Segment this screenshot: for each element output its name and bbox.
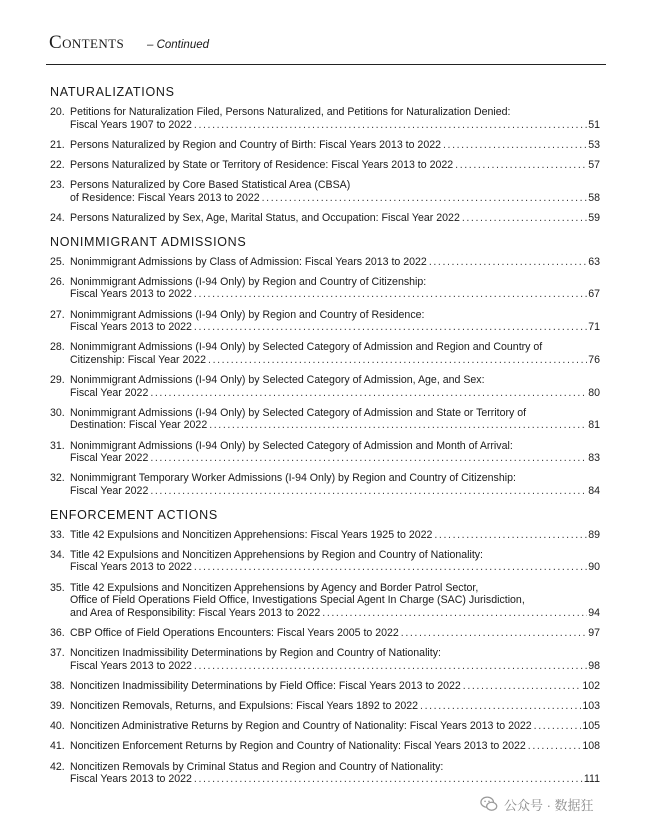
toc-entry[interactable] — [50, 700, 600, 713]
page-number[interactable]: 71 — [588, 321, 600, 334]
page-number[interactable]: 94 — [588, 606, 600, 619]
entry-title-line: Nonimmigrant Admissions (I-94 Only) by Region and Country of Citizenship: — [70, 275, 427, 288]
watermark-text: 公众号 · 数据狂 — [504, 797, 594, 813]
dot-leader — [194, 321, 587, 334]
dot-leader — [420, 700, 581, 713]
entry-title-last-line: Noncitizen Inadmissibility Determinations by Field Office: Fiscal Years 2013 to 2022 — [70, 679, 461, 692]
dot-leader — [434, 529, 587, 542]
dot-leader — [534, 720, 582, 733]
toc-section — [50, 84, 600, 225]
entry-title-last-line: Noncitizen Enforcement Returns by Region and Country of Nationality: Fiscal Years 2013 to 2022 — [70, 740, 526, 753]
page-number[interactable]: 59 — [588, 211, 600, 224]
entry-title-last-line: Persons Naturalized by Sex, Age, Marital Status, and Occupation: Fiscal Year 2022 — [70, 211, 460, 224]
entry-title-last-line: CBP Office of Field Operations Encounters: Fiscal Years 2005 to 2022 — [70, 626, 399, 639]
toc-entry[interactable] — [50, 440, 600, 465]
toc-entry[interactable] — [50, 680, 600, 693]
entry-number: 33. — [50, 528, 65, 541]
table-of-contents — [50, 84, 600, 795]
page-number[interactable]: 51 — [588, 118, 600, 131]
page-number[interactable]: 89 — [588, 528, 600, 541]
entry-title-last-line: Fiscal Years 2013 to 2022 — [70, 288, 192, 301]
toc-entry[interactable] — [50, 549, 600, 574]
entry-title-line: Nonimmigrant Temporary Worker Admissions (I-94 Only) by Region and Country of Citizenship: — [70, 472, 516, 485]
page-number[interactable]: 97 — [588, 626, 600, 639]
entry-number: 34. — [50, 548, 65, 561]
entry-number: 41. — [50, 740, 65, 753]
toc-entry[interactable] — [50, 212, 600, 225]
entry-number: 38. — [50, 679, 65, 692]
entry-number: 22. — [50, 158, 65, 171]
dot-leader — [150, 485, 587, 498]
page-number[interactable]: 84 — [588, 485, 600, 497]
entry-number: 40. — [50, 720, 65, 733]
entry-title-line: Nonimmigrant Admissions (I-94 Only) by Selected Category of Admission and Month of Arrival: — [70, 439, 513, 452]
entry-title-last-line: Fiscal Years 2013 to 2022 — [70, 321, 192, 334]
entry-number: 21. — [50, 138, 65, 151]
entry-title-last-line: Nonimmigrant Admissions by Class of Admission: Fiscal Years 2013 to 2022 — [70, 255, 427, 268]
section-title: NONIMMIGRANT ADMISSIONS — [50, 234, 247, 249]
entry-title-last-line: Fiscal Years 2013 to 2022 — [70, 659, 192, 672]
section-title: NATURALIZATIONS — [50, 85, 175, 99]
toc-entry[interactable] — [50, 179, 600, 204]
entry-title-last-line: Title 42 Expulsions and Noncitizen Apprehensions: Fiscal Years 1925 to 2022 — [70, 528, 433, 541]
page-header — [46, 30, 606, 65]
entry-number: 25. — [50, 255, 65, 268]
entry-number: 28. — [50, 341, 65, 354]
toc-entry[interactable] — [50, 761, 600, 786]
entry-title-line: Nonimmigrant Admissions (I-94 Only) by Region and Country of Residence: — [70, 308, 425, 321]
page-number[interactable]: 108 — [582, 740, 600, 753]
dot-leader — [443, 139, 587, 152]
entry-title-line: Nonimmigrant Admissions (I-94 Only) by Selected Category of Admission, Age, and Sex: — [70, 374, 485, 387]
entry-number: 36. — [50, 626, 65, 639]
entry-number: 39. — [50, 700, 65, 713]
entry-title-last-line: Fiscal Years 2013 to 2022 — [70, 773, 192, 786]
page-number[interactable]: 103 — [582, 700, 600, 713]
entry-number: 27. — [50, 308, 65, 321]
toc-section — [50, 234, 600, 498]
dot-leader — [463, 680, 582, 693]
entry-number: 20. — [50, 106, 65, 118]
dot-leader — [194, 773, 583, 786]
toc-entry[interactable] — [50, 159, 600, 172]
dot-leader — [462, 212, 587, 225]
page-number[interactable]: 90 — [588, 561, 600, 574]
dot-leader — [322, 607, 587, 620]
entry-title-last-line: of Residence: Fiscal Years 2013 to 2022 — [70, 191, 260, 204]
page-number[interactable]: 81 — [588, 419, 600, 432]
entry-number: 24. — [50, 211, 65, 224]
wechat-icon — [480, 795, 498, 813]
entry-title-last-line: Fiscal Year 2022 — [70, 452, 149, 465]
entry-title-last-line: Fiscal Year 2022 — [70, 386, 149, 399]
entry-number: 30. — [50, 406, 65, 419]
dot-leader — [150, 452, 587, 465]
dot-leader — [194, 561, 587, 574]
page-number[interactable]: 58 — [588, 191, 600, 204]
page-number[interactable]: 98 — [588, 659, 600, 672]
dot-leader — [150, 387, 587, 400]
entry-title-line: Title 42 Expulsions and Noncitizen Apprehensions by Agency and Border Patrol Sector, — [70, 581, 479, 594]
entry-title-last-line: Fiscal Year 2022 — [70, 485, 149, 497]
entry-number: 23. — [50, 179, 65, 192]
entry-number: 32. — [50, 472, 65, 485]
page-number[interactable]: 57 — [588, 158, 600, 171]
page-number[interactable]: 53 — [588, 138, 600, 151]
entry-title-line: Noncitizen Inadmissibility Determinations by Region and Country of Nationality: — [70, 647, 441, 660]
dot-leader — [429, 256, 587, 269]
page-number[interactable]: 80 — [588, 386, 600, 399]
entry-number: 35. — [50, 581, 65, 594]
toc-entry[interactable] — [50, 720, 600, 733]
page-number[interactable]: 105 — [582, 720, 600, 733]
toc-entry[interactable] — [50, 472, 600, 497]
entry-title-last-line: Citizenship: Fiscal Year 2022 — [70, 353, 207, 366]
dot-leader — [401, 627, 587, 640]
toc-section — [50, 507, 600, 786]
entry-title-last-line: Persons Naturalized by State or Territory of Residence: Fiscal Years 2013 to 2022 — [70, 158, 454, 171]
toc-entry[interactable] — [50, 276, 600, 301]
toc-entry[interactable] — [50, 627, 600, 640]
dot-leader — [208, 354, 587, 367]
page-number[interactable]: 102 — [582, 679, 600, 692]
entry-title-line: Noncitizen Removals by Criminal Status and Region and Country of Nationality: — [70, 760, 444, 773]
toc-entry[interactable] — [50, 529, 600, 542]
toc-entry[interactable] — [50, 139, 600, 152]
entry-title-last-line: and Area of Responsibility: Fiscal Years 2013 to 2022 — [70, 606, 321, 619]
entry-title-line: Persons Naturalized by Core Based Statistical Area (CBSA) — [70, 179, 351, 192]
toc-entry[interactable] — [50, 647, 600, 672]
dot-leader — [194, 288, 587, 301]
dot-leader — [209, 419, 587, 432]
entry-title-last-line: Noncitizen Removals, Returns, and Expulsions: Fiscal Years 1892 to 2022 — [70, 700, 419, 713]
toc-entry[interactable] — [50, 341, 600, 366]
page-number[interactable]: 111 — [583, 773, 600, 786]
entry-number: 31. — [50, 439, 65, 452]
entry-title-line: Office of Field Operations Field Office, Investigations Special Agent In Charge (SAC) Jurisdiction, — [70, 594, 525, 607]
entry-title-last-line: Destination: Fiscal Year 2022 — [70, 419, 208, 432]
entry-number: 42. — [50, 760, 65, 773]
dot-leader — [528, 740, 582, 753]
toc-entry[interactable] — [50, 740, 600, 753]
entry-title-line: Nonimmigrant Admissions (I-94 Only) by Selected Category of Admission and Region and Country of — [70, 341, 543, 354]
dot-leader — [194, 119, 587, 132]
entry-number: 29. — [50, 374, 65, 387]
dot-leader — [455, 159, 587, 172]
toc-entry[interactable] — [50, 407, 600, 432]
entry-title-line: Nonimmigrant Admissions (I-94 Only) by Selected Category of Admission and State or Territory of — [70, 406, 527, 419]
entry-number: 26. — [50, 275, 65, 288]
entry-number: 37. — [50, 647, 65, 660]
dot-leader — [262, 192, 588, 205]
entry-title-last-line: Fiscal Years 1907 to 2022 — [70, 118, 192, 131]
toc-entry[interactable] — [50, 309, 600, 334]
entry-title-line: Petitions for Naturalization Filed, Persons Naturalized, and Petitions for Naturalization Denied: — [70, 106, 511, 118]
section-title: ENFORCEMENT ACTIONS — [50, 507, 218, 522]
dot-leader — [194, 660, 587, 673]
entry-title-last-line: Persons Naturalized by Region and Country of Birth: Fiscal Years 2013 to 2022 — [70, 138, 441, 151]
entry-title-last-line: Fiscal Years 2013 to 2022 — [70, 561, 192, 574]
entry-title-line: Title 42 Expulsions and Noncitizen Apprehensions by Region and Country of Nationality: — [70, 548, 484, 561]
toc-entry[interactable] — [50, 582, 600, 620]
toc-entry[interactable] — [50, 106, 600, 131]
page-subtitle: – Continued — [147, 39, 210, 51]
watermark — [480, 792, 630, 816]
page-number[interactable]: 76 — [588, 353, 600, 366]
page-number[interactable]: 83 — [588, 452, 600, 465]
page-number[interactable]: 63 — [588, 255, 600, 268]
toc-entry[interactable] — [50, 374, 600, 399]
page-title: Contents — [49, 32, 125, 53]
page-number[interactable]: 67 — [588, 288, 600, 301]
entry-title-last-line: Noncitizen Administrative Returns by Region and Country of Nationality: Fiscal Years 2013 to 2022 — [70, 720, 532, 733]
toc-entry[interactable] — [50, 256, 600, 269]
